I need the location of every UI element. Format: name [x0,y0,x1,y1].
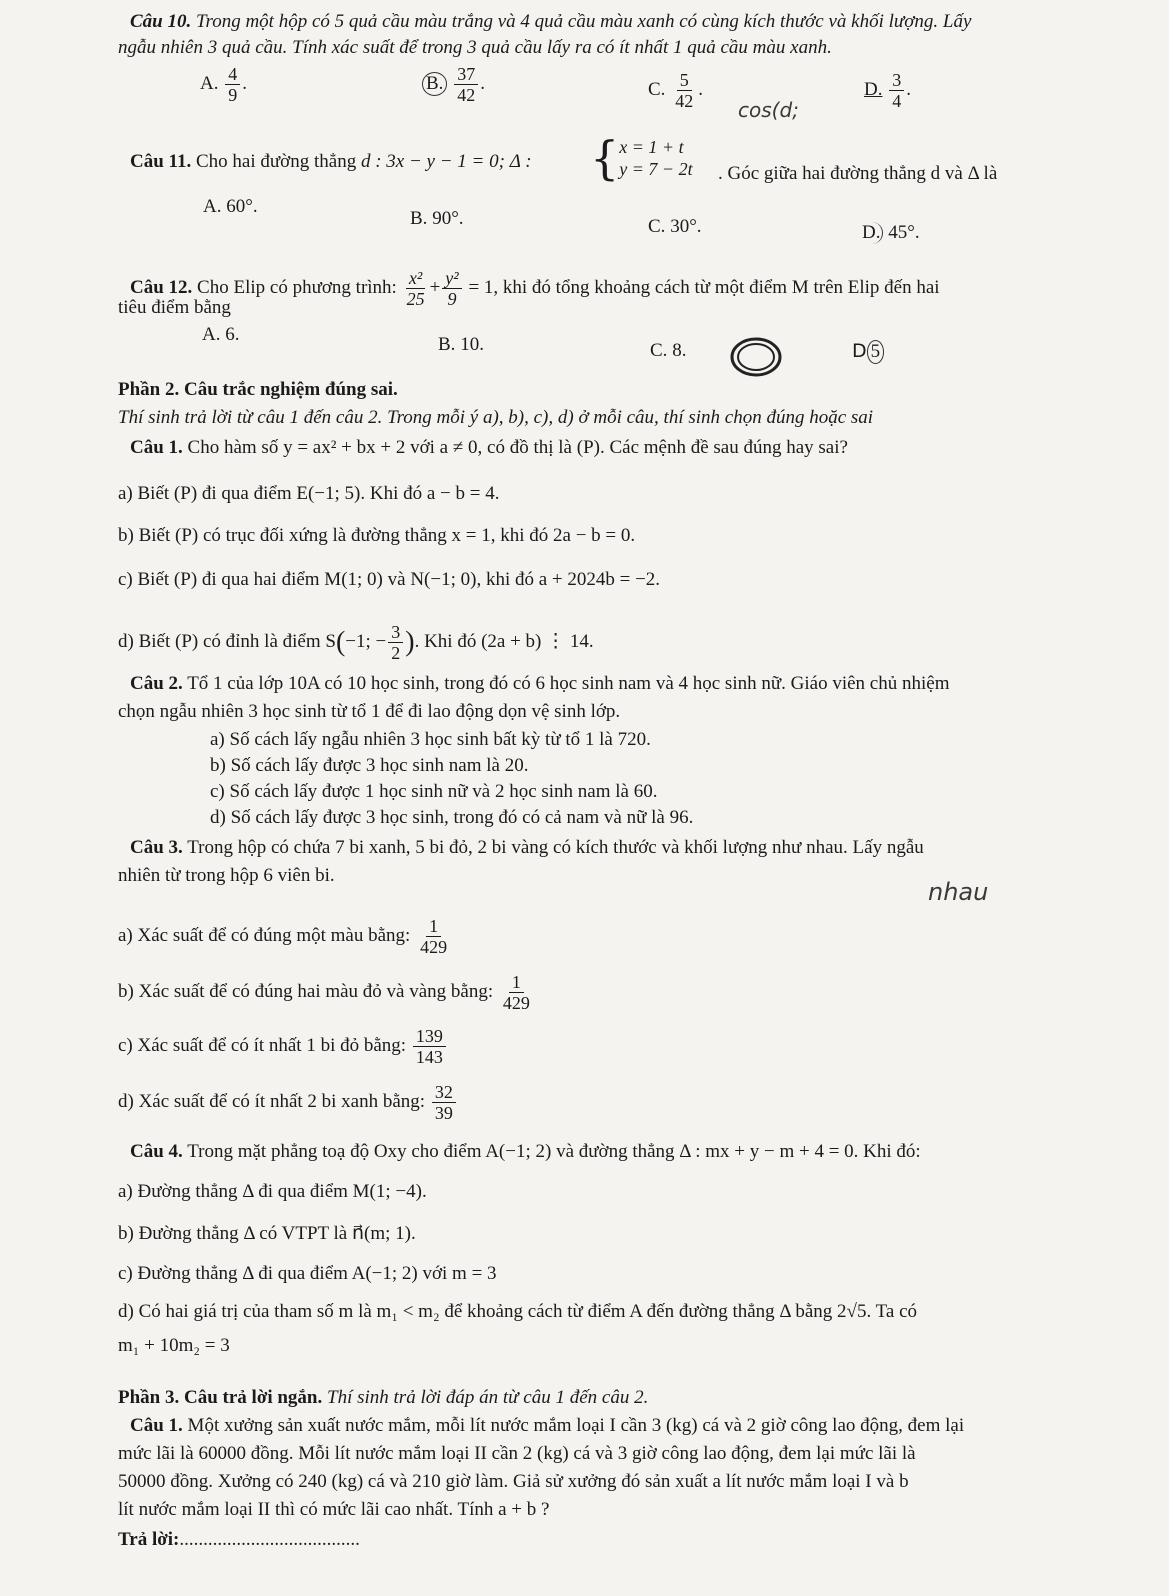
q10-option-b[interactable]: B. $\frac{37}{42}$ . [422,64,485,105]
part2-instruction: Thí sinh trả lời từ câu 1 đến câu 2. Trong mỗi ý a), b), c), d) ở mỗi câu, thí sinh chọn đúng hoặc sai [118,407,874,428]
p3-q1-line2: mức lãi là 60000 đồng. Mỗi lít nước mắm loại II cần 2 (kg) cá và 3 giờ công lao động, đem lại mức lãi là [118,1443,916,1464]
q11-option-c[interactable]: C. 30°. [648,216,702,237]
p2-q2-line2: chọn ngẫu nhiên 3 học sinh từ tổ 1 để đi lao động dọn vệ sinh lớp. [118,701,621,722]
p2-q3-line1: Câu 3. Trong hộp có chứa 7 bi xanh, 5 bi đỏ, 2 bi vàng có kích thước và khối lượng như nhau. Lấy ngẫu [130,837,924,858]
q11-option-a[interactable]: A. 60°. [203,196,258,217]
answer-line[interactable] [118,1528,360,1552]
q11-label: Câu 11. [130,151,192,172]
answer-label: Trả lời: [118,1529,180,1550]
p2-q4-d1: d) Có hai giá trị của tham số m là m₁ < m₂ để khoảng cách từ điểm A đến đường thẳng Δ bằng 2√5. Ta có [118,1301,918,1322]
q11-line1: Câu 11. Cho hai đường thẳng d : 3x − y − 1 = 0; Δ : [130,151,532,172]
p3-q1-line1: Câu 1. Một xưởng sản xuất nước mắm, mỗi lít nước mắm loại I cần 3 (kg) cá và 2 giờ công lao động, đem lại [130,1415,965,1436]
q12-line2: tiêu điểm bằng [118,297,231,318]
p2-q4-b: b) Đường thẳng Δ có VTPT là n⃗(m; 1). [118,1223,416,1244]
q10-option-c[interactable]: C. $\frac{5}{42}$ . [648,70,703,111]
q12-line1: Câu 12. Cho Elip có phương trình: $\frac{\text{x²}}{25}$ + $\frac{\text{y²}}{9}$ = 1, khi đó tổng khoảng cách từ một điểm M trên Elip đến hai [130,268,940,309]
p2-q3-d: d) Xác suất để có ít nhất 2 bi xanh bằng: $\frac{32}{39}$ [118,1078,458,1126]
q12-label: Câu 12. [130,276,193,298]
scribble-mark [726,334,786,380]
part3-instruction: Thí sinh trả lời đáp án từ câu 1 đến câu 2. [322,1387,649,1408]
q11-system: { x = 1 + t y = 7 − 2t [590,131,693,185]
p2-q4-stem: Câu 4. Trong mặt phẳng toạ độ Oxy cho điểm A(−1; 2) và đường thẳng Δ : mx + y − m + 4 = 0. Khi đó: [130,1141,921,1162]
part3-heading: Phần 3. Câu trả lời ngắn. [118,1387,323,1408]
p2-q3-line2: nhiên từ trong hộp 6 viên bi. [118,865,335,886]
handwritten-note-q10: cos(d; [738,98,799,122]
answer-blank: ...................................... [179,1529,360,1550]
q12-option-d[interactable]: D 5 [852,340,884,364]
q12-option-c[interactable]: C. 8. [650,340,687,361]
p2-q1-d: d) Biết (P) có đỉnh là điểm S(−1; − $\frac{3}{2}$ ). Khi đó (2a + b) ⋮ 14. [118,622,594,663]
p2-q1-label: Câu 1. [130,437,183,458]
q10-line2: ngẫu nhiên 3 quả cầu. Tính xác suất để trong 3 quả cầu lấy ra có ít nhất 1 quả cầu màu xanh. [118,37,832,58]
p2-q4-d2: m₁ + 10m₂ = 3 [118,1335,230,1356]
p2-q2-b: b) Số cách lấy được 3 học sinh nam là 20. [210,755,529,776]
q12-option-b[interactable]: B. 10. [438,334,484,355]
p2-q4-c: c) Đường thẳng Δ đi qua điểm A(−1; 2) với m = 3 [118,1263,497,1284]
part3-heading-line [118,1386,648,1410]
q10-option-d[interactable]: D. $\frac{3}{4}$ . [864,70,911,111]
p3-q1-line3: 50000 đồng. Xưởng có 240 (kg) cá và 210 giờ làm. Giả sử xưởng đó sản xuất a lít nước mắm loại I và b [118,1471,909,1492]
q11-tail: . Góc giữa hai đường thẳng d và Δ là [718,163,998,184]
p2-q3-b: b) Xác suất để có đúng hai màu đỏ và vàng bằng: $\frac{1}{429}$ [118,972,530,1014]
q12-option-a[interactable]: A. 6. [202,324,240,345]
q10-option-a[interactable]: A. $\frac{4}{9}$ . [200,64,247,105]
p2-q2-a: a) Số cách lấy ngẫu nhiên 3 học sinh bất kỳ từ tổ 1 là 720. [210,729,651,750]
p2-q3-c: c) Xác suất để có ít nhất 1 bi đỏ bằng: $\frac{139}{143}$ [118,1022,448,1070]
p2-q1-b: b) Biết (P) có trục đối xứng là đường thẳng x = 1, khi đó 2a − b = 0. [118,525,636,546]
q11-option-d[interactable]: D. 45°. [862,222,920,243]
part2-heading: Phần 2. Câu trắc nghiệm đúng sai. [118,379,398,400]
p2-q2-line1: Câu 2. Tổ 1 của lớp 10A có 10 học sinh, trong đó có 6 học sinh nam và 4 học sinh nữ. Giáo viên chủ nhiệm [130,673,950,694]
p2-q4-label: Câu 4. [130,1141,183,1162]
p2-q2-label: Câu 2. [130,673,183,694]
p2-q2-d: d) Số cách lấy được 3 học sinh, trong đó có cả nam và nữ là 96. [210,807,694,828]
p3-q1-label: Câu 1. [130,1415,183,1436]
p2-q1-a: a) Biết (P) đi qua điểm E(−1; 5). Khi đó a − b = 4. [118,483,500,504]
p2-q3-a: a) Xác suất để có đúng một màu bằng: $\frac{1}{429}$ [118,916,448,958]
p2-q3-label: Câu 3. [130,837,183,858]
q10-label: Câu 10. [130,11,192,32]
p2-q1-stem: Câu 1. Cho hàm số y = ax² + bx + 2 với a ≠ 0, có đồ thị là (P). Các mệnh đề sau đúng hay sai? [130,437,848,458]
p3-q1-line4: lít nước mắm loại II thì có mức lãi cao nhất. Tính a + b ? [118,1499,550,1520]
p2-q1-c: c) Biết (P) đi qua hai điểm M(1; 0) và N(−1; 0), khi đó a + 2024b = −2. [118,569,661,590]
q11-option-b[interactable]: B. 90°. [410,208,464,229]
p2-q2-c: c) Số cách lấy được 1 học sinh nữ và 2 học sinh nam là 60. [210,781,658,802]
q10-line1: Câu 10. Trong một hộp có 5 quả cầu màu trắng và 4 quả cầu màu xanh có cùng kích thước và khối lượng. Lấy [130,11,972,32]
handwritten-note-q3: nhau [928,878,989,906]
p2-q4-a: a) Đường thẳng Δ đi qua điểm M(1; −4). [118,1181,427,1202]
